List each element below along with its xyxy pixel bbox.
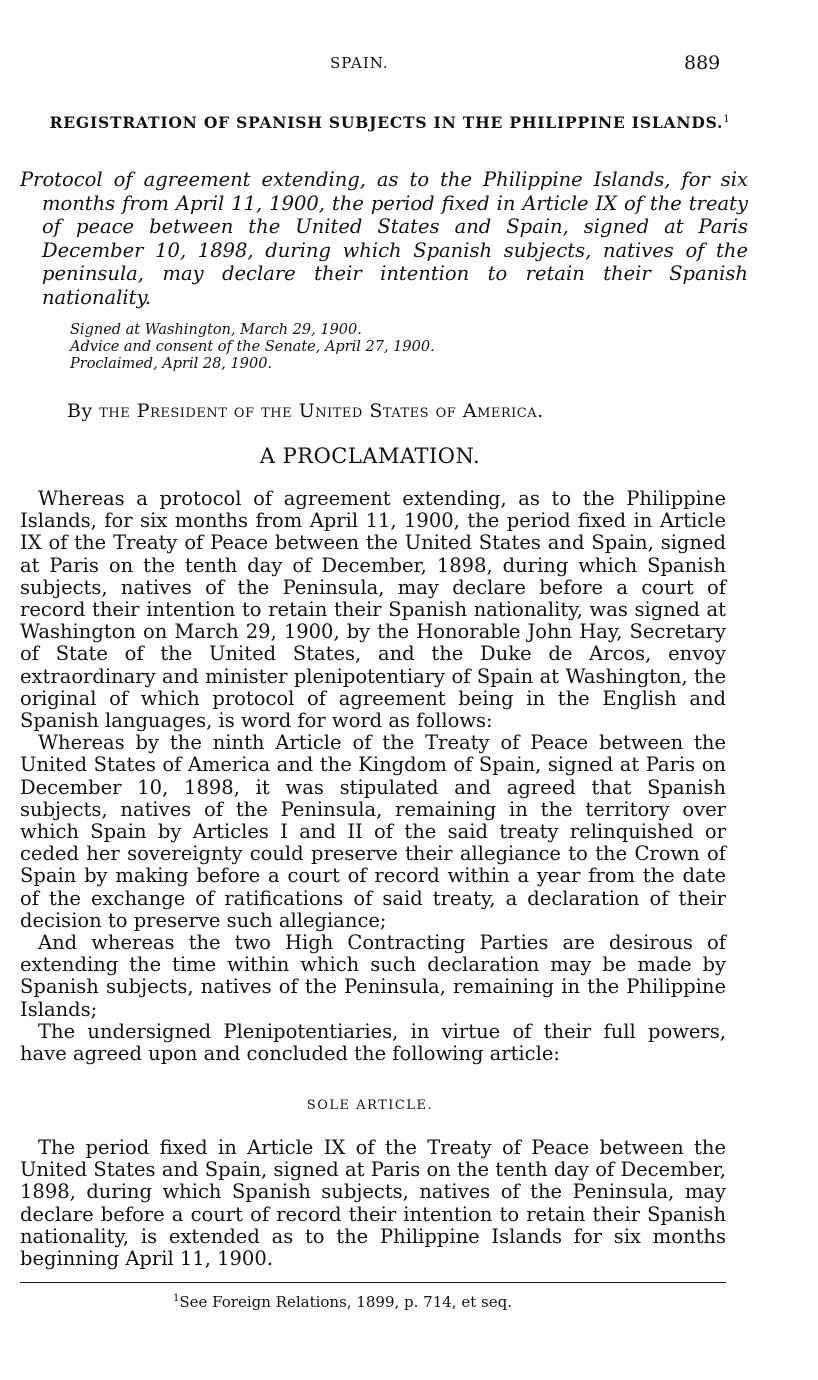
footnote-divider (20, 1282, 726, 1283)
title-footnote-mark: 1 (723, 114, 731, 125)
word-america: America. (462, 400, 544, 422)
proclamation-body (20, 488, 726, 1065)
word-the: the (99, 400, 131, 422)
word-by: By (67, 400, 93, 422)
paragraph-whereas-ninth-article: Whereas by the ninth Article of the Treaty of Peace between the United States of America and the Kingdom of Spain, signed at Paris on December 10, 1898, it was stipulated and agreed that Spanish subjects, natives of the Peninsula, remaining in the territory over which Spain by Articles I and II of the said treaty relinquished or ceded her sovereignty could preserve their allegiance to the Crown of Spain by making before a court of record within a year from the date of the exchange of ratifications of said treaty, a declaration of their decision to preserve such allegiance; (20, 731, 726, 932)
word-president: President (136, 400, 228, 422)
sole-article-body (20, 1137, 726, 1270)
footnote-text: See Foreign Relations, 1899, p. 714, et seq. (179, 1293, 512, 1311)
running-title: SPAIN. (330, 54, 389, 72)
page-number: 889 (684, 52, 721, 74)
word-states: States (369, 400, 430, 422)
word-of-2: of (435, 400, 457, 422)
proclaimed-line: Proclaimed, April 28, 1900. (70, 356, 273, 372)
sole-article-text: The period fixed in Article IX of the Treaty of Peace between the United States and Spain, signed at Paris on the tenth day of December, 1898, during which Spanish subjects, natives of the Peninsula, may declare before a court of record their intention to retain their Spanish nationality, is extended as to the Philippine Islands for six months beginning April 11, 1900. (20, 1136, 726, 1271)
proclamation-heading: A PROCLAMATION. (259, 444, 481, 468)
word-united: United (298, 400, 363, 422)
paragraph-whereas-protocol: Whereas a protocol of agreement extending, as to the Philippine Islands, for six months from April 11, 1900, the period fixed in Article IX of the Treaty of Peace between the United States and Spain, signed at Paris on the tenth day of December, 1898, during which Spanish subjects, natives of the Peninsula, may declare before a court of record their intention to retain their Spanish nationality, was signed at Washington on March 29, 1900, by the Honorable John Hay, Secretary of State of the United States, and the Duke de Arcos, envoy extraordinary and minister plenipotentiary of Spain at Washington, the original of which protocol of agreement being in the English and Spanish languages, is word for word as follows: (20, 487, 726, 733)
footnote (173, 1293, 512, 1311)
signing-block (70, 322, 435, 373)
sole-article-heading: SOLE ARTICLE. (306, 1098, 434, 1113)
document-title-text: REGISTRATION OF SPANISH SUBJECTS IN THE PHILIPPINE ISLANDS. (49, 113, 724, 133)
signed-line: Signed at Washington, March 29, 1900. (70, 322, 362, 338)
protocol-description: Protocol of agreement extending, as to the Philippine Islands, for six months from April 11, 1900, the period fixed in Article IX of the treaty of peace between the United States and Spain, signed at Paris December 10, 1898, during which Spanish subjects, natives of the peninsula, may declare their intention to retain their Spanish nationality. (20, 168, 748, 309)
paragraph-and-whereas: And whereas the two High Contracting Parties are desirous of extending the time within which such declaration may be made by Spanish subjects, natives of the Peninsula, remaining in the Philippine Islands; (20, 931, 726, 1021)
paragraph-undersigned: The undersigned Plenipotentiaries, in virtue of their full powers, have agreed upon and concluded the following article: (20, 1019, 726, 1066)
advice-line: Advice and consent of the Senate, April 27, 1900. (70, 339, 435, 355)
running-head (0, 52, 818, 76)
word-of: of (233, 400, 255, 422)
footnote-mark: 1 (173, 1293, 180, 1304)
document-title (40, 110, 740, 132)
word-the-2: the (261, 400, 293, 422)
president-line (67, 400, 544, 422)
